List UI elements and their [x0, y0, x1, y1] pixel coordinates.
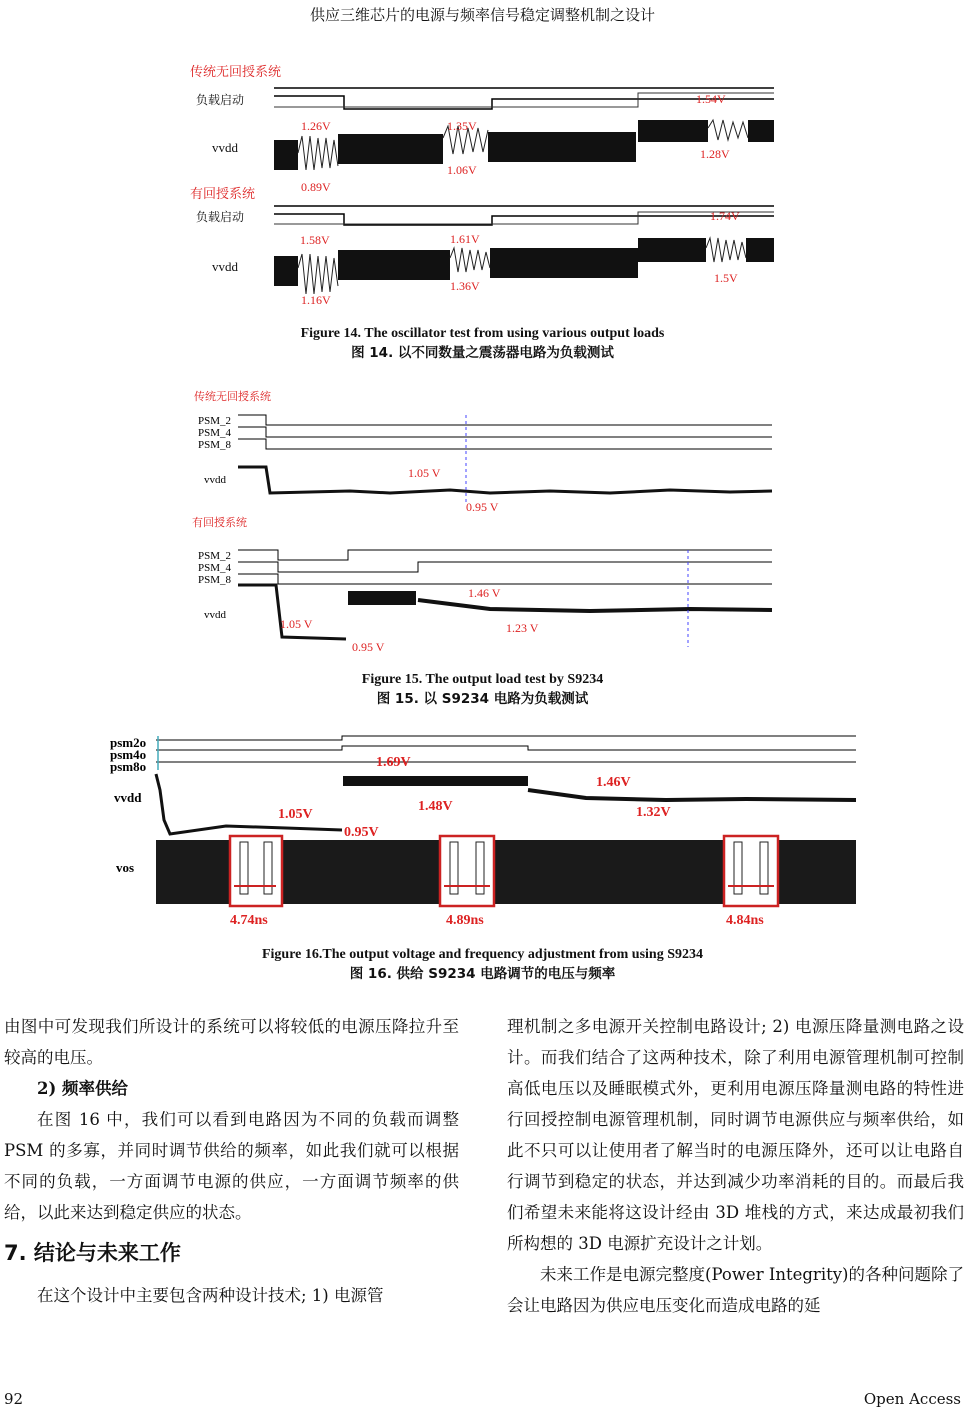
fig14-bottom-v3: 1.61V — [450, 232, 480, 246]
fig15-caption-cn: 图 15. 以 S9234 电路为负载测试 — [376, 691, 589, 707]
fig14-bottom-v6: 1.5V — [714, 271, 738, 285]
fig16-v3: 0.95V — [344, 825, 379, 840]
fig14-top-v2: 0.89V — [301, 180, 331, 194]
left-paragraph-1: 由图中可发现我们所设计的系统可以将较低的电源压降拉升至较高的电压。 — [4, 1017, 459, 1067]
page-number: 92 — [4, 1390, 24, 1408]
fig15-top-psm-8: PSM_8 — [198, 439, 232, 451]
fig15-bottom-system-label: 有回授系统 — [192, 517, 247, 529]
subsection-heading: 2) 频率供给 — [37, 1079, 129, 1098]
fig14-bottom-v1: 1.58V — [300, 233, 330, 247]
fig16-v6: 1.32V — [636, 805, 671, 820]
fig14-top-v1: 1.26V — [301, 119, 331, 133]
right-column — [507, 1011, 964, 1321]
left-paragraph-2: 在图 16 中，我们可以看到电路因为不同的负载而调整 PSM 的多寡，并同时调节供给的频率，如此我们就可以根据不同的负载，一方面调节电源的供应，一方面调节频率的供给，以此来达到稳定供应的状态。 — [4, 1110, 459, 1222]
figure-16 — [106, 730, 858, 930]
fig16-caption-en: Figure 16.The output voltage and frequency adjustment from using S9234 — [261, 947, 704, 962]
fig16-psm8o-label: psm8o — [110, 759, 147, 774]
fig14-bottom-load-label: 负载启动 — [196, 210, 245, 224]
fig14-top-v6: 1.28V — [700, 147, 730, 161]
figure-14 — [188, 58, 778, 313]
fig16-period-1: 4.74ns — [230, 913, 268, 928]
fig16-period-box-1 — [230, 836, 282, 906]
fig16-v2: 1.05V — [278, 807, 313, 822]
publisher-label: Open Access — [863, 1390, 961, 1408]
right-paragraph-2: 未来工作是电源完整度(Power Integrity)的各种问题除了会让电路因为供应电压变化而造成电路的延 — [507, 1265, 964, 1315]
fig15-top-v1: 1.05 V — [408, 466, 441, 480]
fig15-bottom-v1: 1.05 V — [280, 617, 313, 631]
fig15-top-v2: 0.95 V — [466, 500, 499, 514]
fig15-top-psm-4: PSM_4 — [198, 427, 232, 439]
fig14-top-load-label: 负载启动 — [196, 93, 245, 107]
left-paragraph-3: 在这个设计中主要包含两种设计技术; 1) 电源管 — [37, 1286, 384, 1305]
fig16-period-3: 4.84ns — [726, 913, 764, 928]
fig15-bottom-v2: 0.95 V — [352, 640, 385, 654]
fig16-v5: 1.46V — [596, 775, 631, 790]
fig15-bottom-v4: 1.23 V — [506, 621, 539, 635]
fig16-period-box-3 — [724, 836, 778, 906]
fig16-v1: 1.69V — [376, 755, 411, 770]
fig14-top-system-label: 传统无回授系统 — [190, 64, 282, 79]
fig16-psm4o-label: psm4o — [110, 747, 147, 762]
fig15-top-psm-2: PSM_2 — [198, 415, 232, 427]
fig16-vvdd-label: vvdd — [114, 790, 142, 805]
fig14-bottom-v4: 1.36V — [450, 279, 480, 293]
fig14-bottom-v5: 1.74V — [710, 209, 740, 223]
fig14-top-v4: 1.06V — [447, 163, 477, 177]
fig15-bottom-v3: 1.46 V — [468, 586, 501, 600]
fig14-bottom-v2: 1.16V — [301, 293, 331, 307]
fig14-top-vvdd-label: vvdd — [212, 140, 238, 155]
fig16-period-box-2 — [440, 836, 494, 906]
fig14-top-v5: 1.54V — [696, 92, 726, 106]
fig14-caption-en: Figure 14. The oscillator test from using various output loads — [300, 326, 665, 341]
fig14-bottom-system-label: 有回授系统 — [190, 186, 256, 201]
right-paragraph-1: 理机制之多电源开关控制电路设计; 2) 电源压降量测电路之设计。而我们结合了这两种技术，除了利用电源管理机制可控制高低电压以及睡眠模式外，更利用电源压降量测电路的特性进行回授控制电源管理机制，同时调节电源供应与频率供给，如此不只可以让使用者了解当时的电源压降外，还可以让电路自行调节到稳定的状态，并达到减少功率消耗的目的。而最后我们希望未来能将这设计经由 3D 堆栈的方式，来达成最初我们所构想的 3D 电源扩充设计之计划。 — [507, 1017, 964, 1253]
left-column — [4, 1011, 459, 1311]
fig15-top-system-label: 传统无回授系统 — [194, 391, 271, 403]
fig15-bottom-psm-8: PSM_8 — [198, 574, 232, 586]
figure-15 — [190, 385, 778, 655]
fig14-top-v3: 1.35V — [447, 119, 477, 133]
section-heading: 7. 结论与未来工作 — [4, 1241, 181, 1265]
fig14-bottom-vvdd-label: vvdd — [212, 259, 238, 274]
fig15-top-vvdd-label: vvdd — [204, 474, 226, 486]
running-header: 供应三维芯片的电源与频率信号稳定调整机制之设计 — [309, 6, 655, 24]
fig16-psm2o-label: psm2o — [110, 735, 147, 750]
fig15-bottom-psm-4: PSM_4 — [198, 562, 232, 574]
fig15-bottom-psm-2: PSM_2 — [198, 550, 232, 562]
fig15-caption-en: Figure 15. The output load test by S9234 — [361, 672, 604, 687]
fig15-bottom-vvdd-label: vvdd — [204, 609, 226, 621]
fig16-caption-cn: 图 16. 供给 S9234 电路调节的电压与频率 — [349, 966, 616, 982]
fig16-period-2: 4.89ns — [446, 913, 484, 928]
fig16-vos-label: vos — [116, 860, 135, 875]
fig16-v4: 1.48V — [418, 799, 453, 814]
fig14-caption-cn: 图 14. 以不同数量之震荡器电路为负载测试 — [351, 345, 614, 361]
